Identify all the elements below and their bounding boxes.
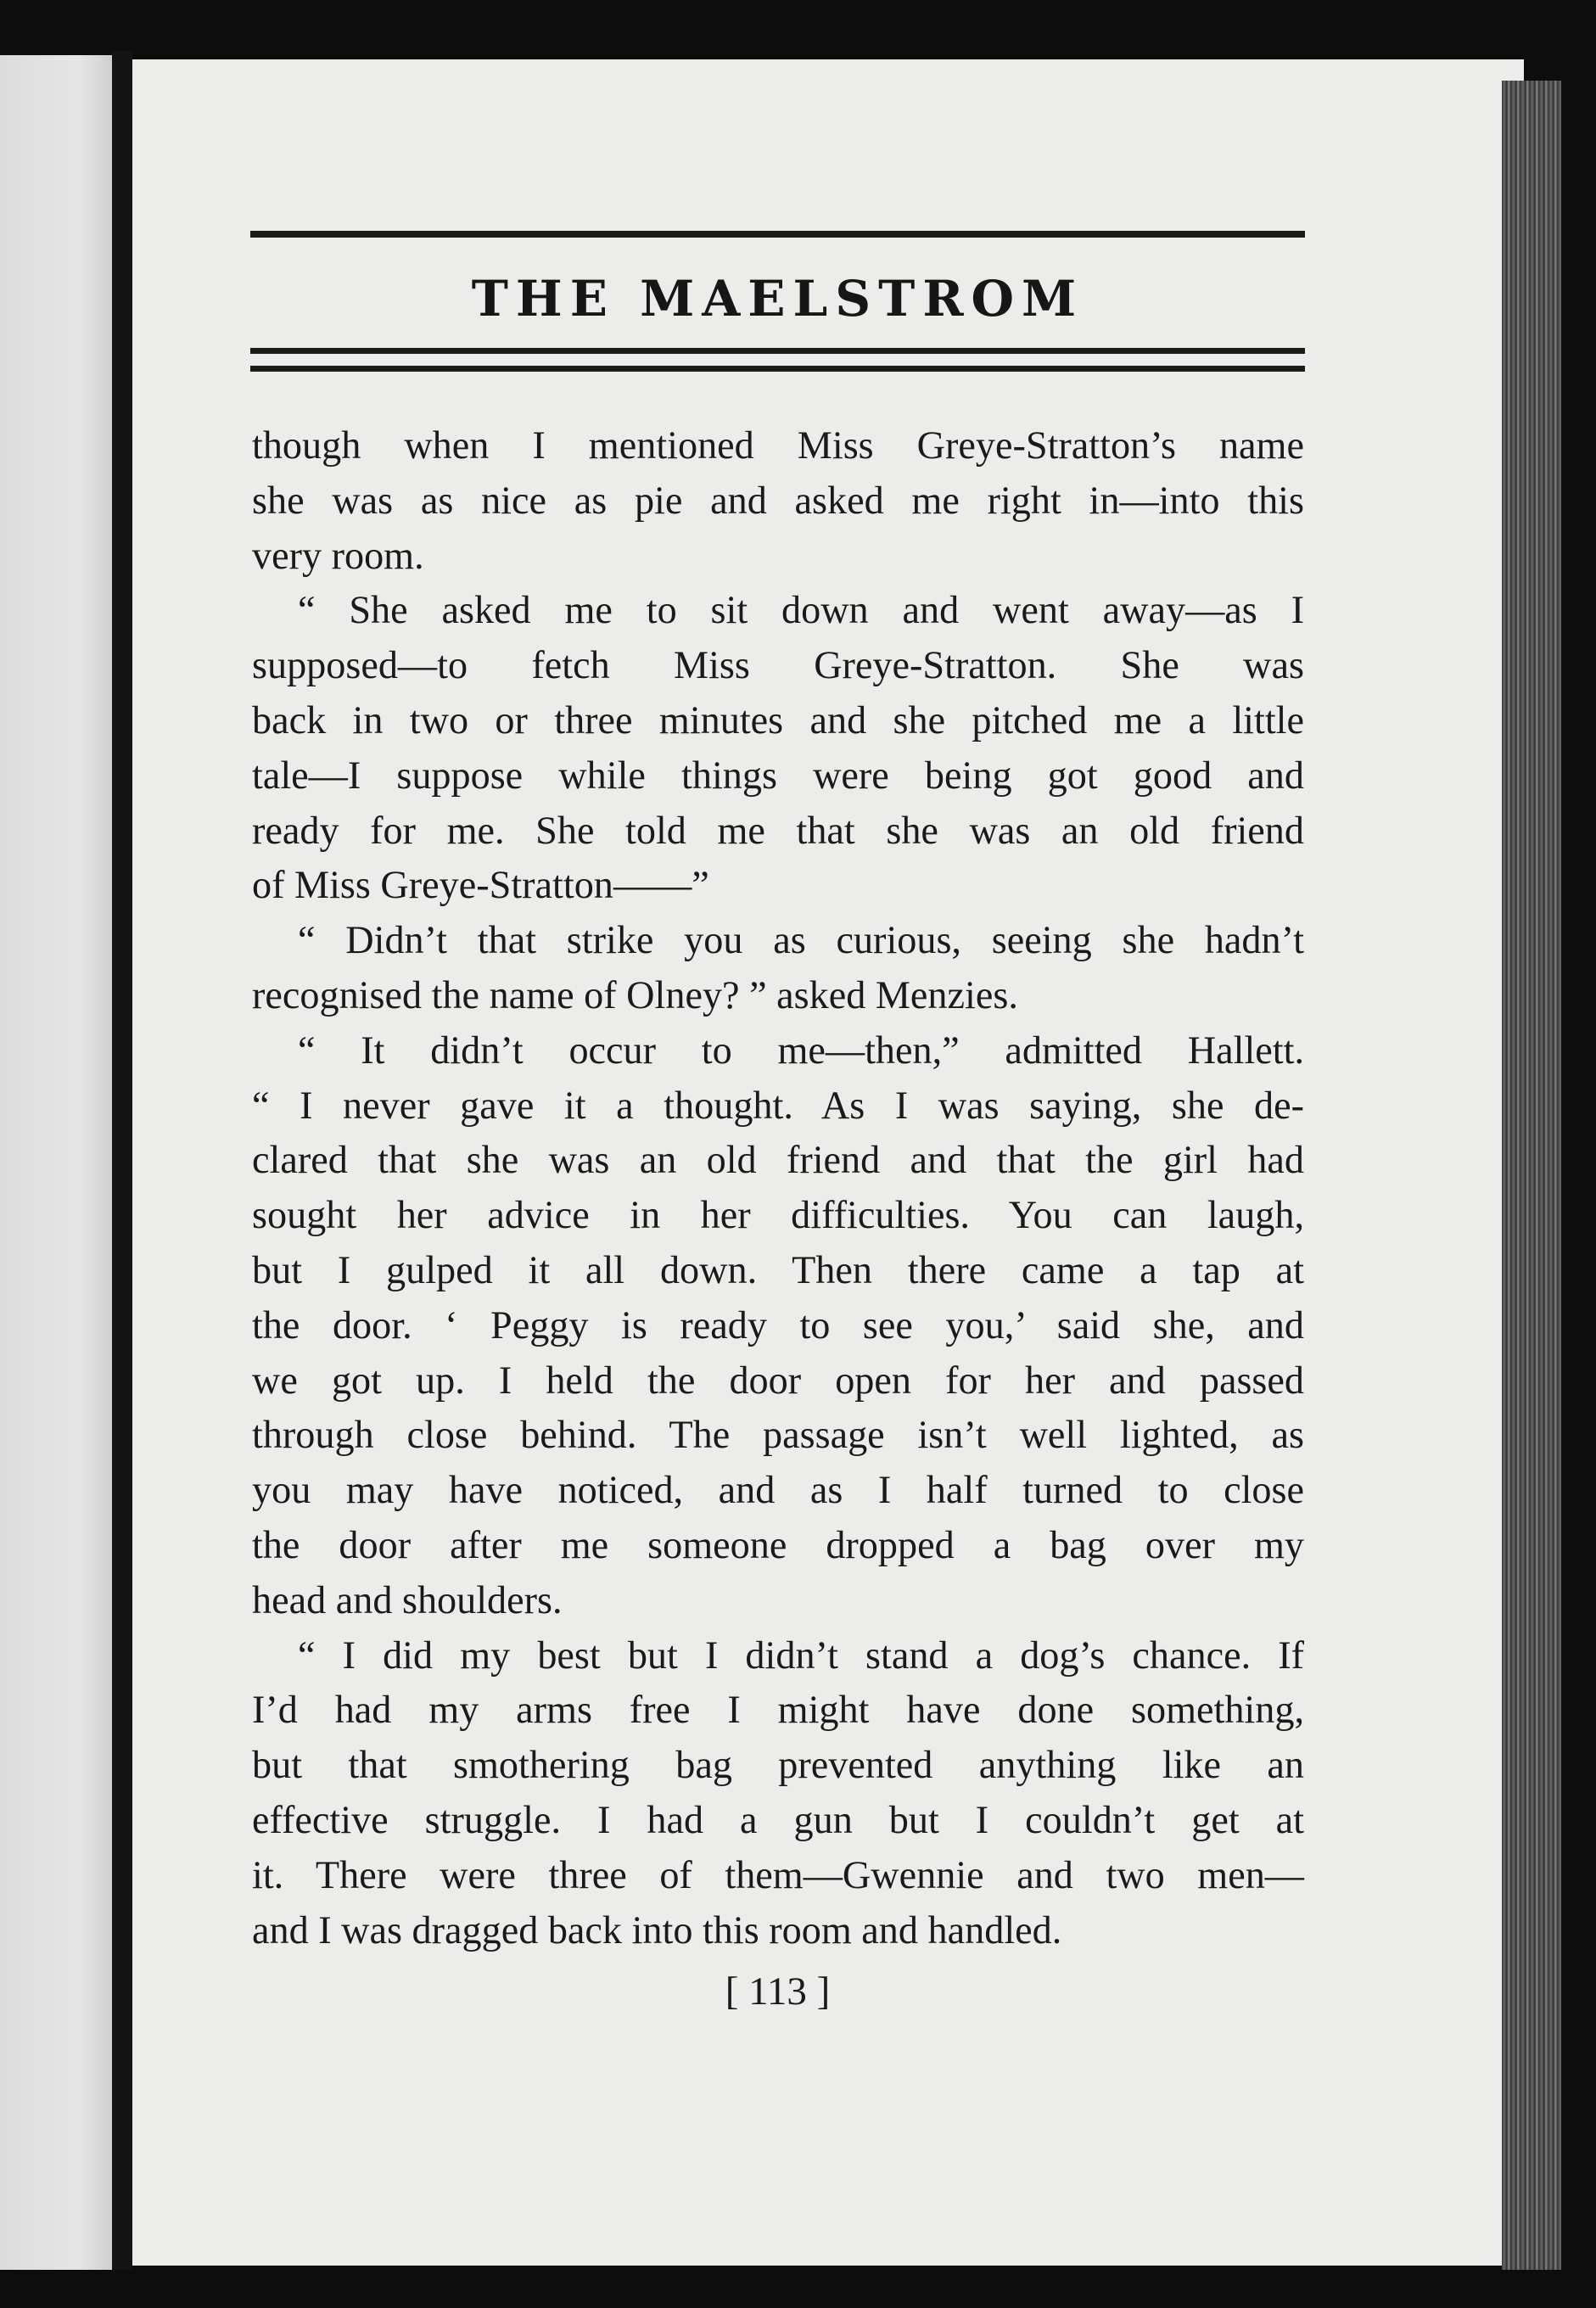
- text-line: “ I never gave it a thought. As I was saying, she de-: [252, 1083, 1304, 1127]
- text-line: but I gulped it all down. Then there came a tap at: [252, 1247, 1304, 1291]
- text-line: you may have noticed, and as I half turned to close: [252, 1468, 1304, 1512]
- running-head: THE MAELSTROM: [471, 270, 1084, 328]
- text-line: the door after me someone dropped a bag over my: [252, 1522, 1304, 1566]
- text-line: recognised the name of Olney? ” asked Menzies.: [252, 972, 1018, 1017]
- text-line: I’d had my arms free I might have done something,: [252, 1688, 1304, 1732]
- page-edges: [1502, 81, 1561, 2270]
- body-text: [252, 418, 1304, 1958]
- text-line: and I was dragged back into this room and handled.: [252, 1907, 1062, 1952]
- header-bottom-rule-2: [250, 366, 1305, 372]
- text-line: head and shoulders.: [252, 1577, 563, 1622]
- book-spine: [112, 51, 132, 2270]
- text-line: sought her advice in her difficulties. You can laugh,: [252, 1193, 1304, 1237]
- page-number: [ 113 ]: [725, 1969, 831, 2014]
- text-line: “ Didn’t that strike you as curious, seeing she hadn’t: [298, 918, 1304, 962]
- text-line: “ She asked me to sit down and went away—as I: [298, 588, 1304, 632]
- header-top-rule: [250, 231, 1305, 238]
- text-line: but that smothering bag prevented anything like an: [252, 1743, 1304, 1787]
- text-line: the door. ‘ Peggy is ready to see you,’ said she, and: [252, 1302, 1304, 1347]
- text-line: “ I did my best but I didn’t stand a dog’s chance. If: [298, 1633, 1304, 1677]
- text-line: clared that she was an old friend and that the girl had: [252, 1138, 1304, 1182]
- text-line: through close behind. The passage isn’t well lighted, as: [252, 1413, 1304, 1457]
- text-line: though when I mentioned Miss Greye-Stratton’s name: [252, 423, 1304, 467]
- text-line: of Miss Greye-Stratton——”: [252, 863, 709, 907]
- text-line: it. There were three of them—Gwennie and two men—: [252, 1852, 1304, 1896]
- text-line: we got up. I held the door open for her and passed: [252, 1358, 1304, 1402]
- text-line: effective struggle. I had a gun but I couldn’t get at: [252, 1797, 1304, 1841]
- text-line: she was as nice as pie and asked me right in—into this: [252, 478, 1304, 522]
- text-line: supposed—to fetch Miss Greye-Stratton. She was: [252, 643, 1304, 687]
- header-bottom-rule: [250, 348, 1305, 354]
- text-line: tale—I suppose while things were being got good and: [252, 753, 1304, 797]
- text-line: ready for me. She told me that she was an old friend: [252, 808, 1304, 852]
- text-line: “ It didn’t occur to me—then,” admitted Hallett.: [298, 1028, 1304, 1072]
- text-line: back in two or three minutes and she pitched me a little: [252, 697, 1304, 742]
- text-line: very room.: [252, 533, 424, 577]
- previous-page-edge: [0, 55, 112, 2270]
